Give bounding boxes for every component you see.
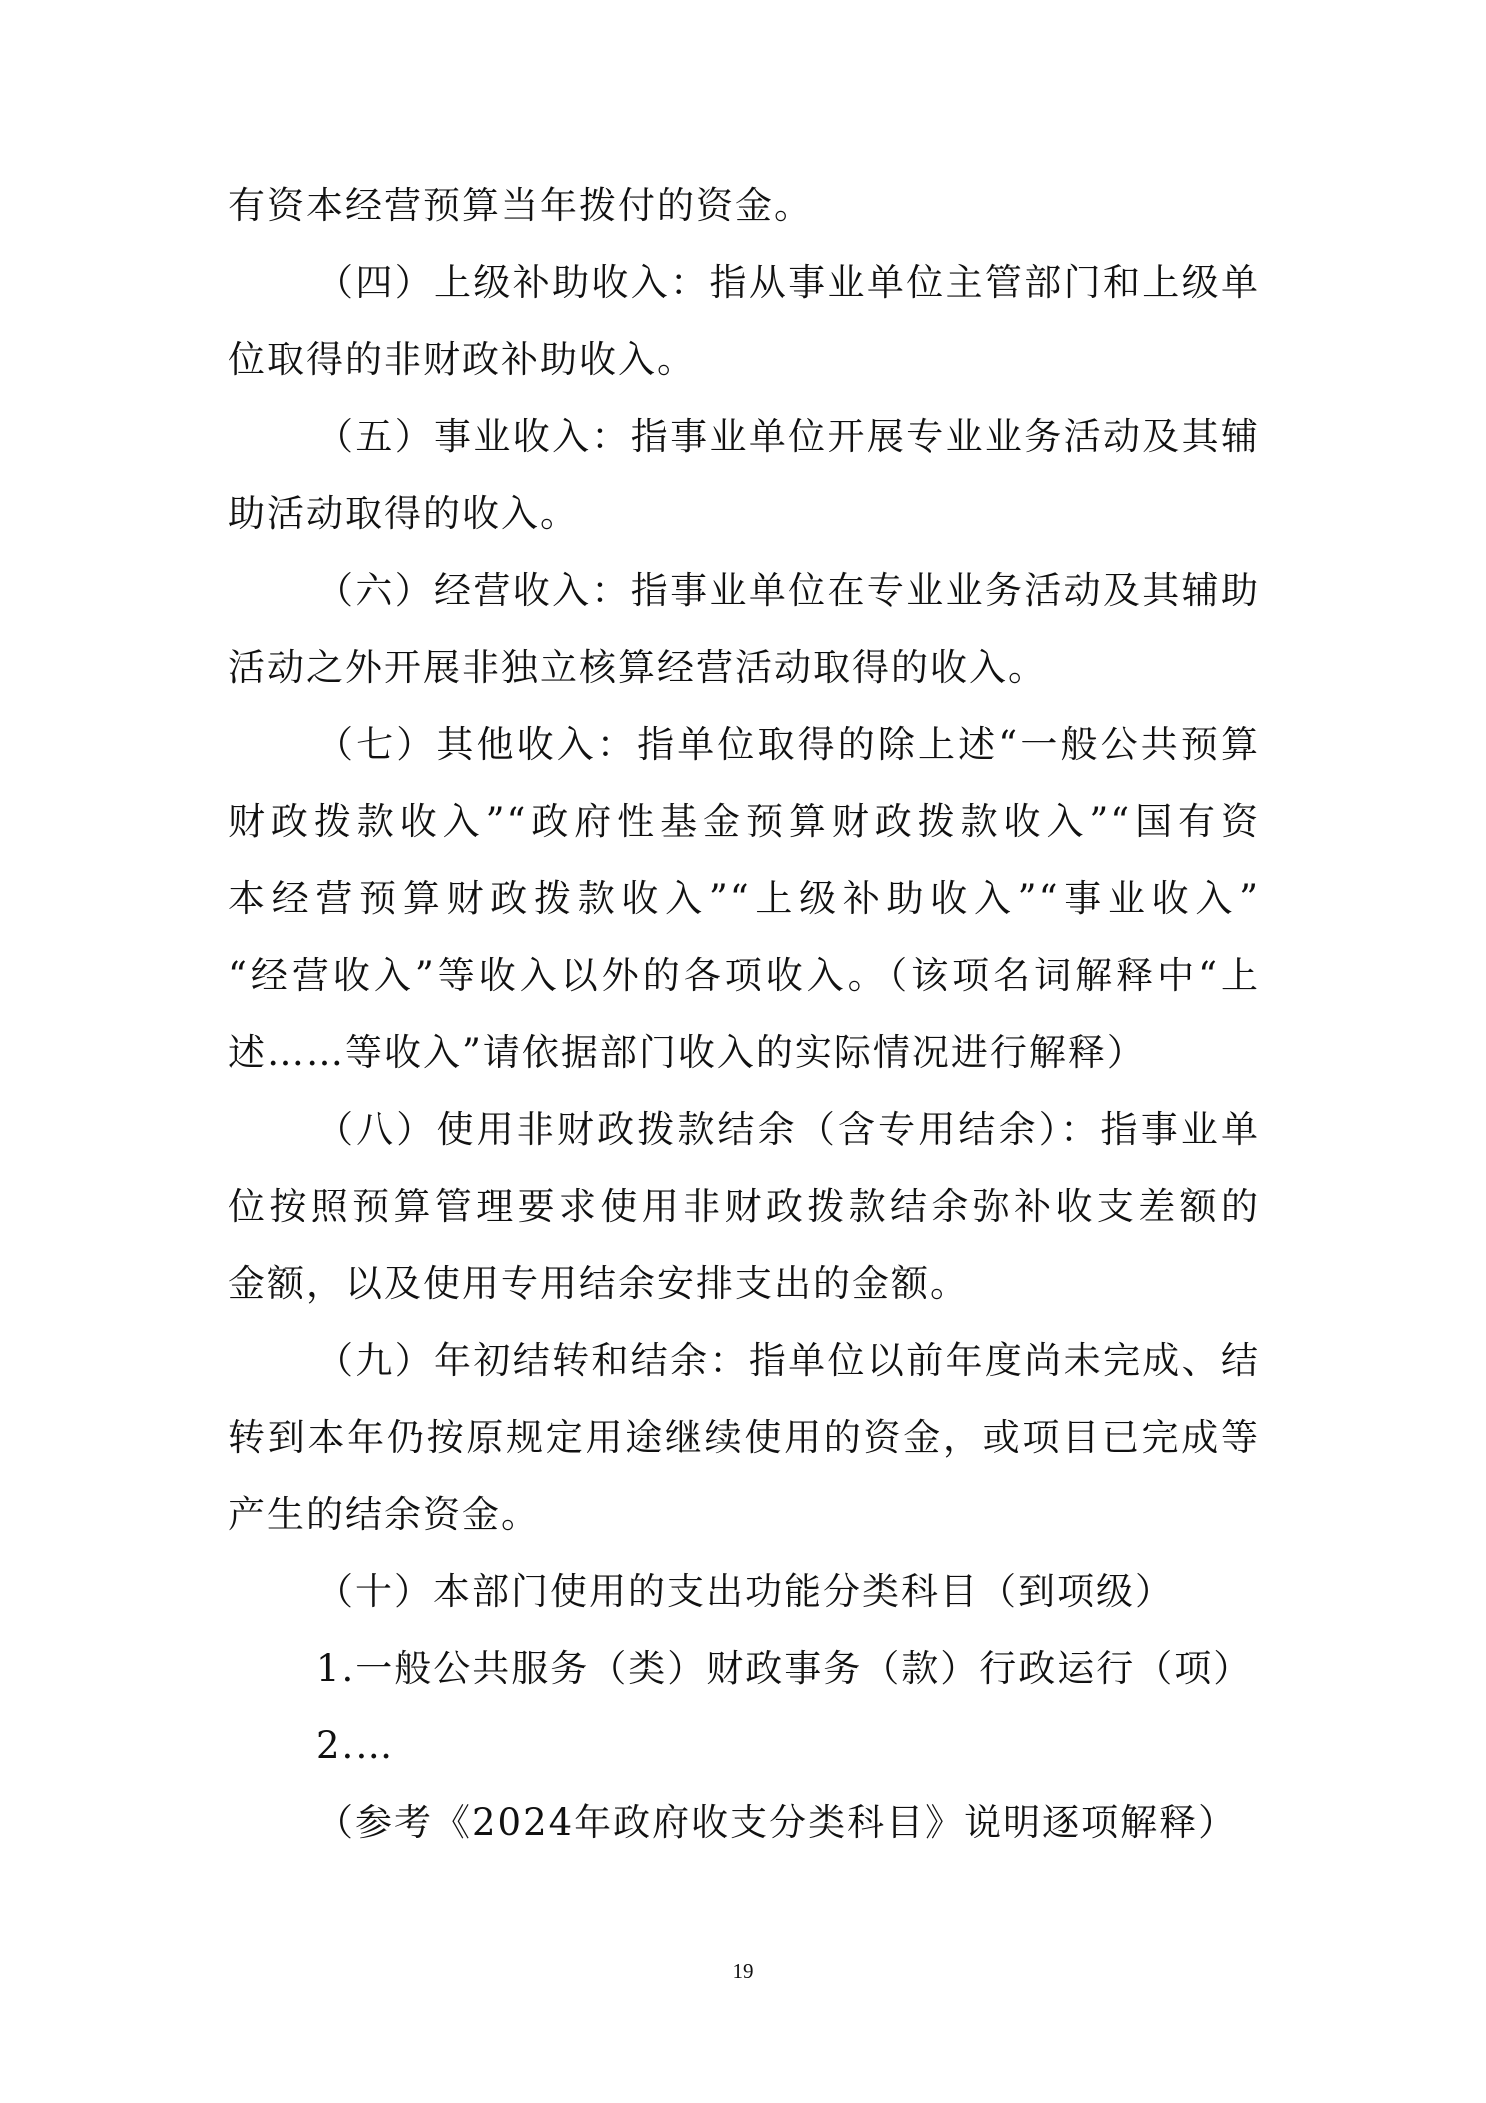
text-line-13: （八）使用非财政拨款结余（含专用结余）：指事业单 [316, 1108, 1260, 1151]
text-line-1: 有资本经营预算当年拨付的资金。 [228, 184, 813, 227]
text-line-4: （五）事业收入：指事业单位开展专业业务活动及其辅 [316, 415, 1260, 458]
text-line-3: 位取得的非财政补助收入。 [228, 338, 696, 381]
text-line-10: 本经营预算财政拨款收入”“上级补助收入”“事业收入” [228, 877, 1260, 920]
text-line-22: （参考《2024年政府收支分类科目》说明逐项解释） [316, 1801, 1238, 1844]
text-line-6: （六）经营收入：指事业单位在专业业务活动及其辅助 [316, 569, 1260, 612]
text-line-16: （九）年初结转和结余：指单位以前年度尚未完成、结 [316, 1339, 1260, 1382]
page-number: 19 [732, 1959, 754, 1983]
text-line-5: 助活动取得的收入。 [228, 492, 579, 535]
text-line-2: （四）上级补助收入：指从事业单位主管部门和上级单 [316, 261, 1260, 304]
text-line-14: 位按照预算管理要求使用非财政拨款结余弥补收支差额的 [228, 1185, 1260, 1228]
text-line-11: “经营收入”等收入以外的各项收入。（该项名词解释中“上 [228, 954, 1260, 997]
text-line-8: （七）其他收入：指单位取得的除上述“一般公共预算 [316, 723, 1260, 766]
text-line-9: 财政拨款收入”“政府性基金预算财政拨款收入”“国有资 [228, 800, 1260, 843]
text-line-12: 述……等收入”请依据部门收入的实际情况进行解释） [228, 1031, 1146, 1074]
text-line-21: 2.… [316, 1724, 395, 1767]
text-line-19: （十）本部门使用的支出功能分类科目（到项级） [316, 1570, 1174, 1613]
text-line-18: 产生的结余资金。 [228, 1493, 540, 1536]
text-line-15: 金额，以及使用专用结余安排支出的金额。 [228, 1262, 969, 1305]
text-line-20: 1.一般公共服务（类）财政事务（款）行政运行（项） [316, 1647, 1253, 1690]
text-line-7: 活动之外开展非独立核算经营活动取得的收入。 [228, 646, 1047, 689]
text-line-17: 转到本年仍按原规定用途继续使用的资金，或项目已完成等 [228, 1416, 1260, 1459]
